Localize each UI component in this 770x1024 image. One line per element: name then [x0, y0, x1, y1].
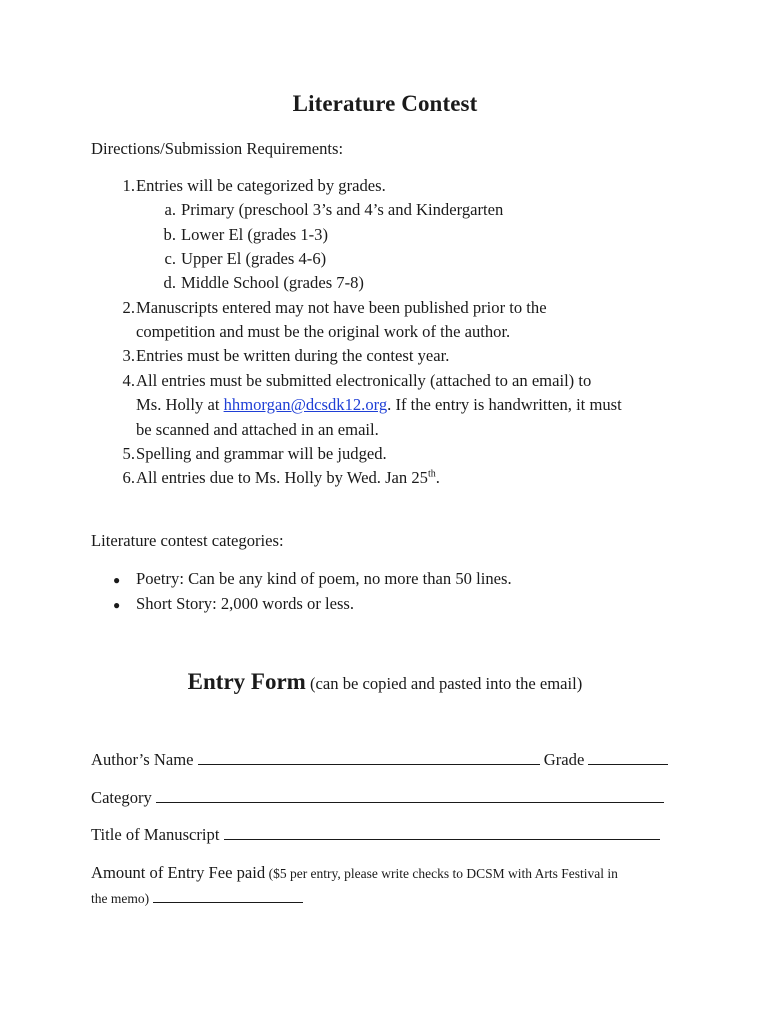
category-text: Short Story: 2,000 words or less. [136, 594, 355, 613]
category-field[interactable] [156, 788, 664, 803]
grade-letter: b. [163, 225, 176, 244]
manuscript-title-field[interactable] [224, 825, 660, 840]
email-link[interactable]: hhmorgan@dcsdk12.org [223, 395, 388, 414]
requirement-text: Manuscripts entered may not have been published prior to the [136, 298, 547, 317]
requirement-number: 1. [122, 176, 135, 195]
requirement-text: All entries must be submitted electronically (attached to an email) to [136, 371, 592, 390]
grade-text: Upper El (grades 4-6) [181, 249, 327, 268]
requirement-number: 5. [122, 444, 135, 463]
requirement-text-cont2: be scanned and attached in an email. [136, 420, 379, 439]
entry-form-title: Entry Form [187, 669, 306, 694]
ordinal-suffix: th [427, 468, 436, 480]
requirement-text-wrap [136, 468, 440, 488]
requirement-text: Entries must be written during the contest year. [136, 346, 450, 365]
requirement-text-pre: Ms. Holly at [136, 395, 224, 414]
requirement-text-cont: competition and must be the original work of the author. [136, 322, 511, 341]
requirement-number: 2. [122, 298, 135, 317]
category-row [91, 788, 664, 808]
entry-form-heading [0, 669, 770, 695]
requirement-number: 4. [122, 371, 135, 390]
entry-fee-label: Amount of Entry Fee paid [91, 863, 266, 882]
entry-fee-row [91, 863, 618, 884]
entry-fee-field[interactable] [153, 888, 303, 903]
requirement-number: 3. [122, 346, 135, 365]
bullet-icon: ● [113, 573, 121, 587]
entry-form-subtitle: (can be copied and pasted into the email) [305, 674, 583, 693]
directions-heading: Directions/Submission Requirements: [91, 139, 344, 158]
grade-letter: c. [164, 249, 176, 268]
grade-field[interactable] [588, 750, 668, 765]
entry-fee-row-cont [91, 888, 303, 909]
category-label: Category [91, 788, 152, 807]
author-name-label: Author’s Name [91, 750, 194, 769]
entry-fee-note: ($5 per entry, please write checks to DCSM with Arts Festival in [265, 866, 618, 881]
grade-text: Middle School (grades 7-8) [181, 273, 364, 292]
page-title: Literature Contest [292, 91, 478, 116]
requirement-period: . [435, 468, 440, 487]
grade-label: Grade [543, 750, 585, 769]
requirement-text-cont [136, 395, 622, 415]
manuscript-title-row [91, 825, 660, 845]
category-text: Poetry: Can be any kind of poem, no more than 50 lines. [136, 569, 512, 588]
author-name-row [91, 750, 668, 770]
requirement-text: Spelling and grammar will be judged. [136, 444, 387, 463]
requirement-number: 6. [122, 468, 135, 487]
bullet-icon: ● [113, 598, 121, 612]
entry-fee-note-cont: the memo) [91, 891, 150, 906]
author-name-field[interactable] [198, 750, 540, 765]
requirement-text-post: . If the entry is handwritten, it must [387, 395, 622, 414]
grade-text: Lower El (grades 1-3) [181, 225, 328, 244]
requirement-text: Entries will be categorized by grades. [136, 176, 386, 195]
grade-letter: a. [164, 200, 176, 219]
manuscript-title-label: Title of Manuscript [91, 825, 220, 844]
grade-letter: d. [163, 273, 176, 292]
grade-text: Primary (preschool 3’s and 4’s and Kindergarten [181, 200, 504, 219]
categories-heading: Literature contest categories: [91, 531, 284, 550]
requirement-text: All entries due to Ms. Holly by Wed. Jan 25 [136, 468, 428, 487]
